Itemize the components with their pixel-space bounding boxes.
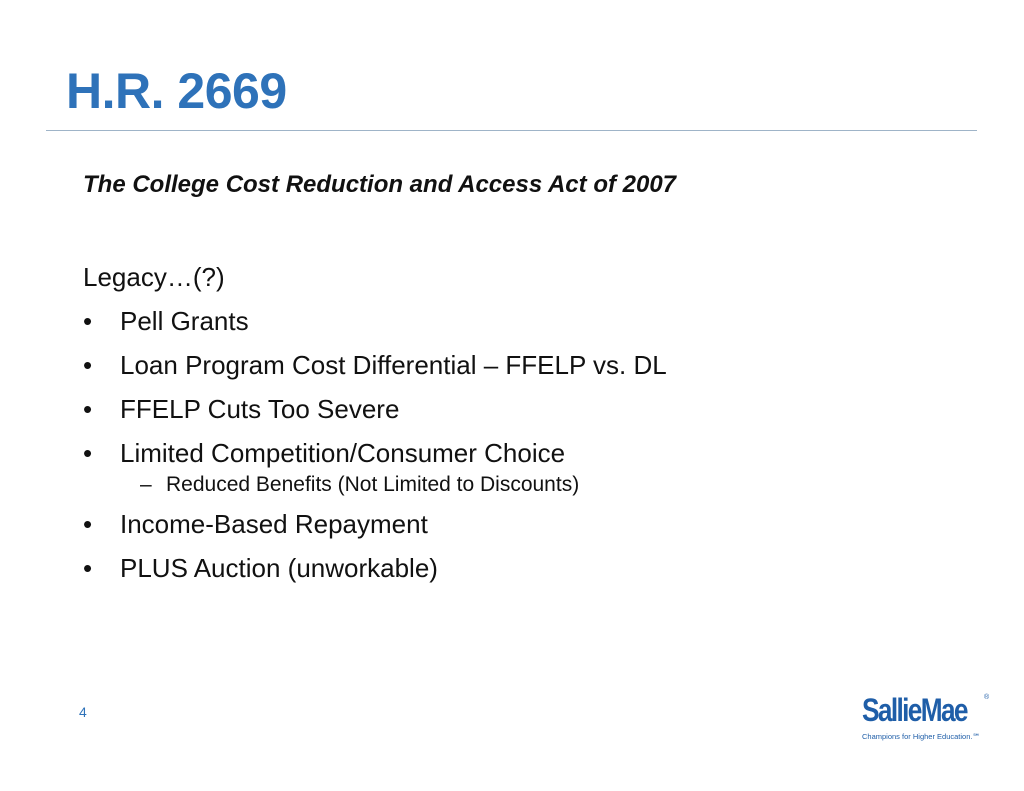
bullet-marker: •	[83, 394, 93, 424]
bullet-text: PLUS Auction (unworkable)	[120, 553, 438, 583]
sub-bullet-marker: –	[140, 473, 152, 496]
bullet-item	[83, 509, 667, 540]
intro-text: Legacy…(?)	[83, 262, 225, 292]
slide-title: H.R. 2669	[66, 63, 287, 119]
bullet-text: Loan Program Cost Differential – FFELP vs. DL	[120, 350, 667, 380]
bullet-list	[83, 306, 667, 597]
bullet-text: Income-Based Repayment	[120, 509, 428, 539]
title-divider	[46, 130, 977, 131]
bullet-marker: •	[83, 350, 93, 380]
bullet-marker: •	[83, 306, 93, 336]
sub-bullet-text: Reduced Benefits (Not Limited to Discounts)	[166, 473, 580, 496]
bullet-text: Pell Grants	[120, 306, 249, 336]
bullet-item	[83, 438, 667, 469]
logo-wordmark: SallieMae	[862, 692, 967, 728]
bullet-item	[83, 394, 667, 425]
sub-bullet-item	[83, 472, 667, 498]
registered-mark: ®	[984, 694, 990, 701]
page-number: 4	[79, 704, 87, 720]
slide-subtitle: The College Cost Reduction and Access Act of 2007	[83, 171, 677, 198]
bullet-text: FFELP Cuts Too Severe	[120, 394, 400, 424]
bullet-text: Limited Competition/Consumer Choice	[120, 438, 566, 468]
bullet-marker: •	[83, 509, 93, 539]
logo-tagline: Champions for Higher Education.℠	[862, 732, 981, 741]
bullet-marker: •	[83, 438, 93, 468]
bullet-marker: •	[83, 553, 93, 583]
bullet-item	[83, 306, 667, 337]
bullet-item	[83, 553, 667, 584]
sallie-mae-logo	[862, 694, 992, 746]
bullet-item	[83, 350, 667, 381]
